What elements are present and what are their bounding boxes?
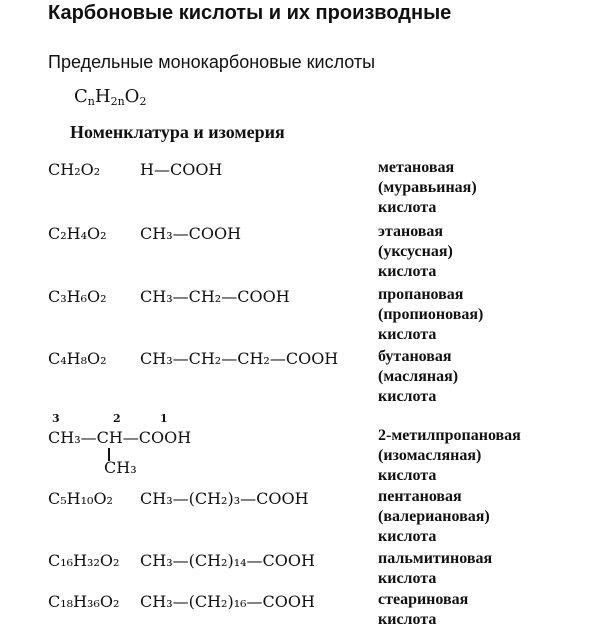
molecular-formula: C₄H₈O₂ [48, 349, 107, 368]
structural-formula: CH₃—(CH₂)₁₄—COOH [140, 551, 315, 570]
structural-formula: CH₃—(CH₂)₃—COOH [140, 489, 309, 508]
acid-name: стеариновая кислота [378, 591, 469, 628]
page-title: Карбоновые кислоты и их производные [48, 2, 452, 24]
carbon-number: 3 [52, 412, 60, 425]
general-formula: $C_nH_{2n}O_2$ [74, 86, 147, 108]
acid-name: пальмитиновая кислота [378, 550, 493, 587]
molecular-formula: C₁₈H₃₆O₂ [48, 592, 120, 611]
acid-name: метановая (муравьиная) кислота [378, 159, 477, 216]
molecular-formula: CH₂O₂ [48, 160, 101, 179]
structural-formula: CH₃—COOH [140, 224, 242, 243]
structural-formula: CH₃—CH₂—COOH [140, 287, 290, 306]
acid-name: пентановая (валериановая) кислота [378, 488, 490, 545]
acid-name: 2-метилпропановая (изомасляная) кислота [378, 427, 521, 484]
molecular-formula: C₂H₄O₂ [48, 224, 107, 243]
molecular-formula: C₁₆H₃₂O₂ [48, 551, 120, 570]
molecular-formula: C₅H₁₀O₂ [48, 489, 113, 508]
acid-name: пропановая (пропионовая) кислота [378, 286, 484, 343]
molecular-formula: C₃H₆O₂ [48, 287, 107, 306]
carbon-number: 1 [160, 412, 168, 425]
acid-name: этановая (уксусная) кислота [378, 223, 453, 280]
structural-formula: CH₃—CH₂—CH₂—COOH [140, 349, 339, 368]
branch-group: CH₃ [104, 458, 137, 477]
carbon-number: 2 [113, 412, 121, 425]
subtitle: Предельные монокарбоновые кислоты [48, 52, 376, 72]
structural-formula: H—COOH [140, 160, 223, 179]
section-heading: Номенклатура и изомерия [70, 122, 285, 142]
structural-formula: CH₃—CH—COOH [48, 428, 192, 447]
structural-formula: CH₃—(CH₂)₁₆—COOH [140, 592, 315, 611]
acid-name: бутановая (масляная) кислота [378, 348, 459, 405]
